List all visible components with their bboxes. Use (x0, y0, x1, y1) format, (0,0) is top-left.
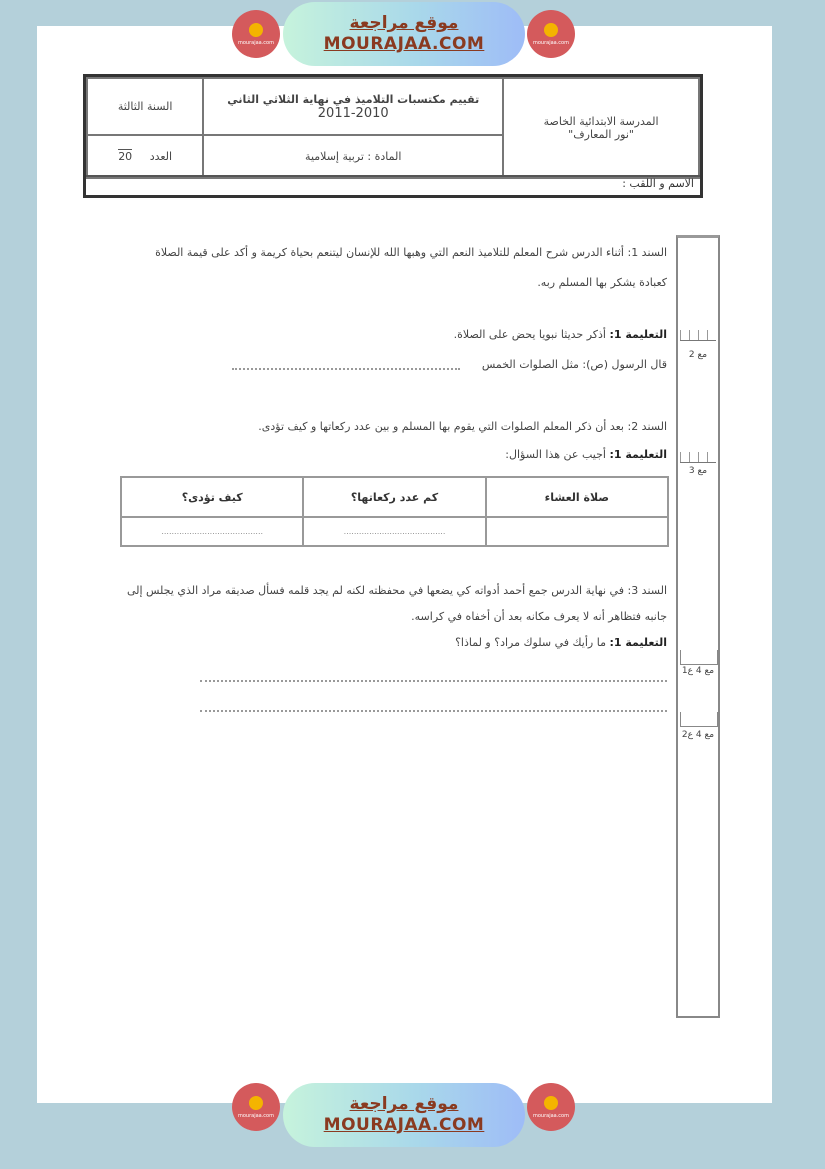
grade-level: السنة الثالثة (87, 78, 203, 135)
school-name: المدرسة الابتدائية الخاصة "نور المعارف" (503, 78, 699, 178)
table-header-row: صلاة العشاء كم عدد ركعاتها؟ كيف تؤدى؟ (121, 477, 668, 517)
grading-ticks (680, 330, 716, 341)
criterion-mark-2: مع 2 (688, 350, 708, 360)
book-icon (249, 23, 263, 37)
watermark-badge-left-top: mourajaa.com (232, 10, 280, 58)
situation-1: السند 1: أثناء الدرس شرح المعلم للتلاميذ النعم التي وهبها الله للإنسان ليتنعم بحياة كريمة و أكد على قيمة الصلاة كعبادة يشكر بها المسلم ربه. (155, 246, 667, 289)
answer-cell-rakaat[interactable]: ........................................ (303, 517, 485, 546)
answer-cell-how[interactable]: ........................................ (121, 517, 303, 546)
situation-3: السند 3: في نهاية الدرس جمع أحمد أدواته كي يضعها في محفظته لكنه لم يجد قلمه فسأل صديقه مراد الذي يجلس إلى جانبه فتظاهر أنه لا يعرف مكانه بعد أن أخفاه في كراسه. (126, 584, 667, 623)
task-1-1: التعليمة 1: أذكر حديثا نبويا يحض على الصلاة. (453, 328, 667, 341)
watermark-banner-bottom[interactable]: موقع مراجعة MOURAJAA.COM (283, 1083, 525, 1147)
book-icon (249, 1096, 263, 1110)
book-icon (544, 23, 558, 37)
student-name-field[interactable]: الاسم و اللقب : (86, 175, 700, 195)
answer-1-prefix: قال الرسول (ص): مثل الصلوات الخمس (481, 358, 667, 371)
grading-ticks (680, 452, 716, 463)
criterion-mark-4-1: مع 4 ع1 (681, 666, 715, 676)
grading-box (680, 712, 718, 727)
task-3-1: التعليمة 1: ما رأيك في سلوك مراد؟ و لماذا؟ (455, 636, 667, 649)
watermark-badge-right-bottom: mourajaa.com (527, 1083, 575, 1131)
grading-box (680, 650, 718, 665)
watermark-banner-top[interactable]: موقع مراجعة MOURAJAA.COM (283, 2, 525, 66)
table-row (121, 517, 668, 546)
watermark-badge-right-top: mourajaa.com (527, 10, 575, 58)
answer-3-line-1[interactable] (200, 680, 667, 682)
subject: المادة : تربية إسلامية (203, 135, 503, 178)
answer-3-line-2[interactable] (200, 710, 667, 712)
answer-cell-prayer (486, 517, 668, 546)
prayer-table (120, 476, 669, 547)
book-icon (544, 1096, 558, 1110)
criterion-mark-3: مع 3 (688, 466, 708, 476)
grading-column (676, 235, 720, 1018)
exam-title: تقييم مكتسبات التلاميذ في نهاية الثلاثي الثاني 2011-2010 (203, 78, 503, 135)
answer-1-field[interactable] (232, 368, 460, 370)
watermark-badge-left-bottom: mourajaa.com (232, 1083, 280, 1131)
score-box: العدد 20 (87, 135, 203, 178)
situation-2: السند 2: بعد أن ذكر المعلم الصلوات التي يقوم بها المسلم و بين عدد ركعاتها و كيف تؤدى. (258, 420, 667, 433)
exam-header (83, 74, 703, 198)
task-2-1: التعليمة 1: أجيب عن هذا السؤال: (505, 448, 667, 461)
criterion-mark-4-2: مع 4 ع2 (681, 730, 715, 740)
